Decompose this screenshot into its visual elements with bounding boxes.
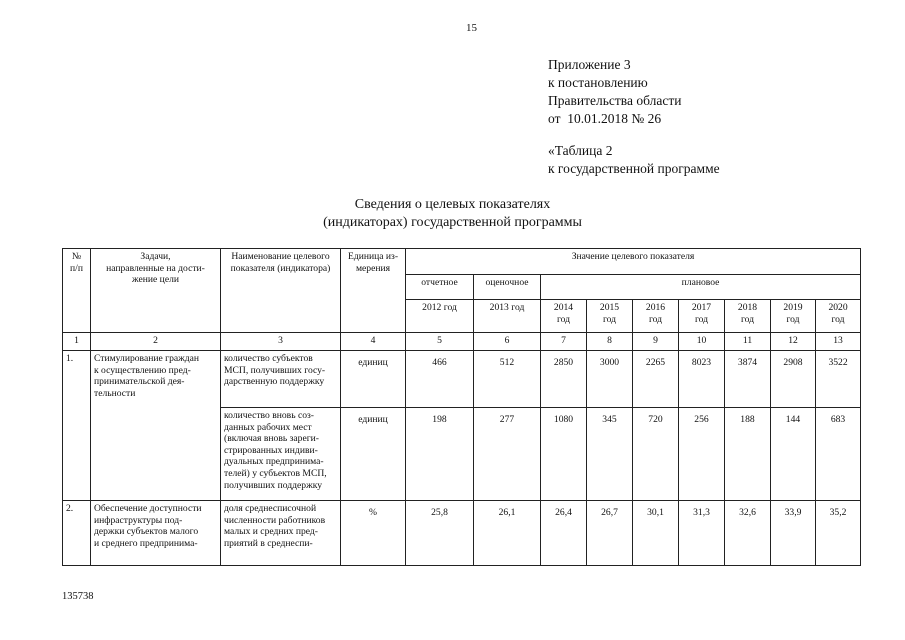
document-code: 135738 (62, 591, 94, 602)
appendix-block (548, 56, 681, 128)
value-cell: 466 (406, 351, 474, 408)
table-row (63, 501, 861, 566)
indicator-name: доля среднесписочной численности работников малых и средних пред- приятий в среднеспи- (221, 501, 341, 566)
value-cell: 2908 (771, 351, 816, 408)
task-cell: Обеспечение доступности инфраструктуры под- держки субъектов малого и среднего предпринима- (91, 501, 221, 566)
header-year: 2013 год (474, 300, 541, 333)
value-cell: 26,7 (587, 501, 633, 566)
column-number: 6 (474, 333, 541, 351)
unit-cell: % (341, 501, 406, 566)
page-number: 15 (466, 22, 477, 34)
indicators-table (62, 248, 861, 566)
indicator-name: количество субъектов МСП, получивших госу- дарственную поддержку (221, 351, 341, 408)
value-cell: 33,9 (771, 501, 816, 566)
value-cell: 1080 (541, 408, 587, 501)
header-number: № п/п (63, 249, 91, 333)
value-cell: 25,8 (406, 501, 474, 566)
header-tasks: Задачи, направленные на дости- жение цели (91, 249, 221, 333)
value-cell: 2850 (541, 351, 587, 408)
header-year: 2020 год (816, 300, 861, 333)
header-reporting: отчетное (406, 275, 474, 300)
column-number: 1 (63, 333, 91, 351)
value-cell: 277 (474, 408, 541, 501)
column-number: 8 (587, 333, 633, 351)
table-reference-block (548, 142, 720, 178)
value-cell: 35,2 (816, 501, 861, 566)
value-cell: 26,1 (474, 501, 541, 566)
title-line: (индикаторах) государственной программы (323, 215, 582, 230)
table-reference-line: к государственной программе (548, 161, 720, 176)
header-year: 2018 год (725, 300, 771, 333)
header-estimated: оценочное (474, 275, 541, 300)
value-cell: 31,3 (679, 501, 725, 566)
table-header-row (63, 249, 861, 275)
header-planned: плановое (541, 275, 861, 300)
value-cell: 188 (725, 408, 771, 501)
value-cell: 8023 (679, 351, 725, 408)
indicator-name: количество вновь соз- данных рабочих мест (включая вновь зареги- стрированных индиви- дуальных предпринима- телей) у субъектов МСП, получивших поддержку (221, 408, 341, 501)
appendix-line: к постановлению (548, 75, 648, 90)
column-number: 13 (816, 333, 861, 351)
value-cell: 683 (816, 408, 861, 501)
column-number: 4 (341, 333, 406, 351)
appendix-line: Приложение 3 (548, 57, 631, 72)
row-number: 1. (63, 351, 91, 501)
header-year: 2017 год (679, 300, 725, 333)
value-cell: 3000 (587, 351, 633, 408)
column-number: 9 (633, 333, 679, 351)
value-cell: 198 (406, 408, 474, 501)
unit-cell: единиц (341, 408, 406, 501)
appendix-line: Правительства области (548, 93, 682, 108)
column-number: 3 (221, 333, 341, 351)
header-year: 2015 год (587, 300, 633, 333)
value-cell: 512 (474, 351, 541, 408)
header-year: 2016 год (633, 300, 679, 333)
header-year: 2014 год (541, 300, 587, 333)
column-number: 5 (406, 333, 474, 351)
column-number: 7 (541, 333, 587, 351)
column-number: 2 (91, 333, 221, 351)
column-number: 11 (725, 333, 771, 351)
value-cell: 2265 (633, 351, 679, 408)
value-cell: 32,6 (725, 501, 771, 566)
column-number: 10 (679, 333, 725, 351)
unit-cell: единиц (341, 351, 406, 408)
row-number: 2. (63, 501, 91, 566)
column-number: 12 (771, 333, 816, 351)
document-title (0, 196, 905, 232)
appendix-line: от 10.01.2018 № 26 (548, 111, 662, 126)
column-number-row (63, 333, 861, 351)
table-reference-line: «Таблица 2 (548, 143, 613, 158)
value-cell: 3522 (816, 351, 861, 408)
header-year: 2019 год (771, 300, 816, 333)
header-indicator: Наименование целевого показателя (индикатора) (221, 249, 341, 333)
header-year: 2012 год (406, 300, 474, 333)
value-cell: 26,4 (541, 501, 587, 566)
table-row (63, 351, 861, 408)
value-cell: 144 (771, 408, 816, 501)
value-cell: 256 (679, 408, 725, 501)
title-line: Сведения о целевых показателях (354, 197, 551, 212)
task-cell: Стимулирование граждан к осуществлению пред- принимательской дея- тельности (91, 351, 221, 501)
value-cell: 30,1 (633, 501, 679, 566)
header-unit: Единица из- мерения (341, 249, 406, 333)
value-cell: 345 (587, 408, 633, 501)
header-value-group: Значение целевого показателя (406, 249, 861, 275)
value-cell: 3874 (725, 351, 771, 408)
value-cell: 720 (633, 408, 679, 501)
